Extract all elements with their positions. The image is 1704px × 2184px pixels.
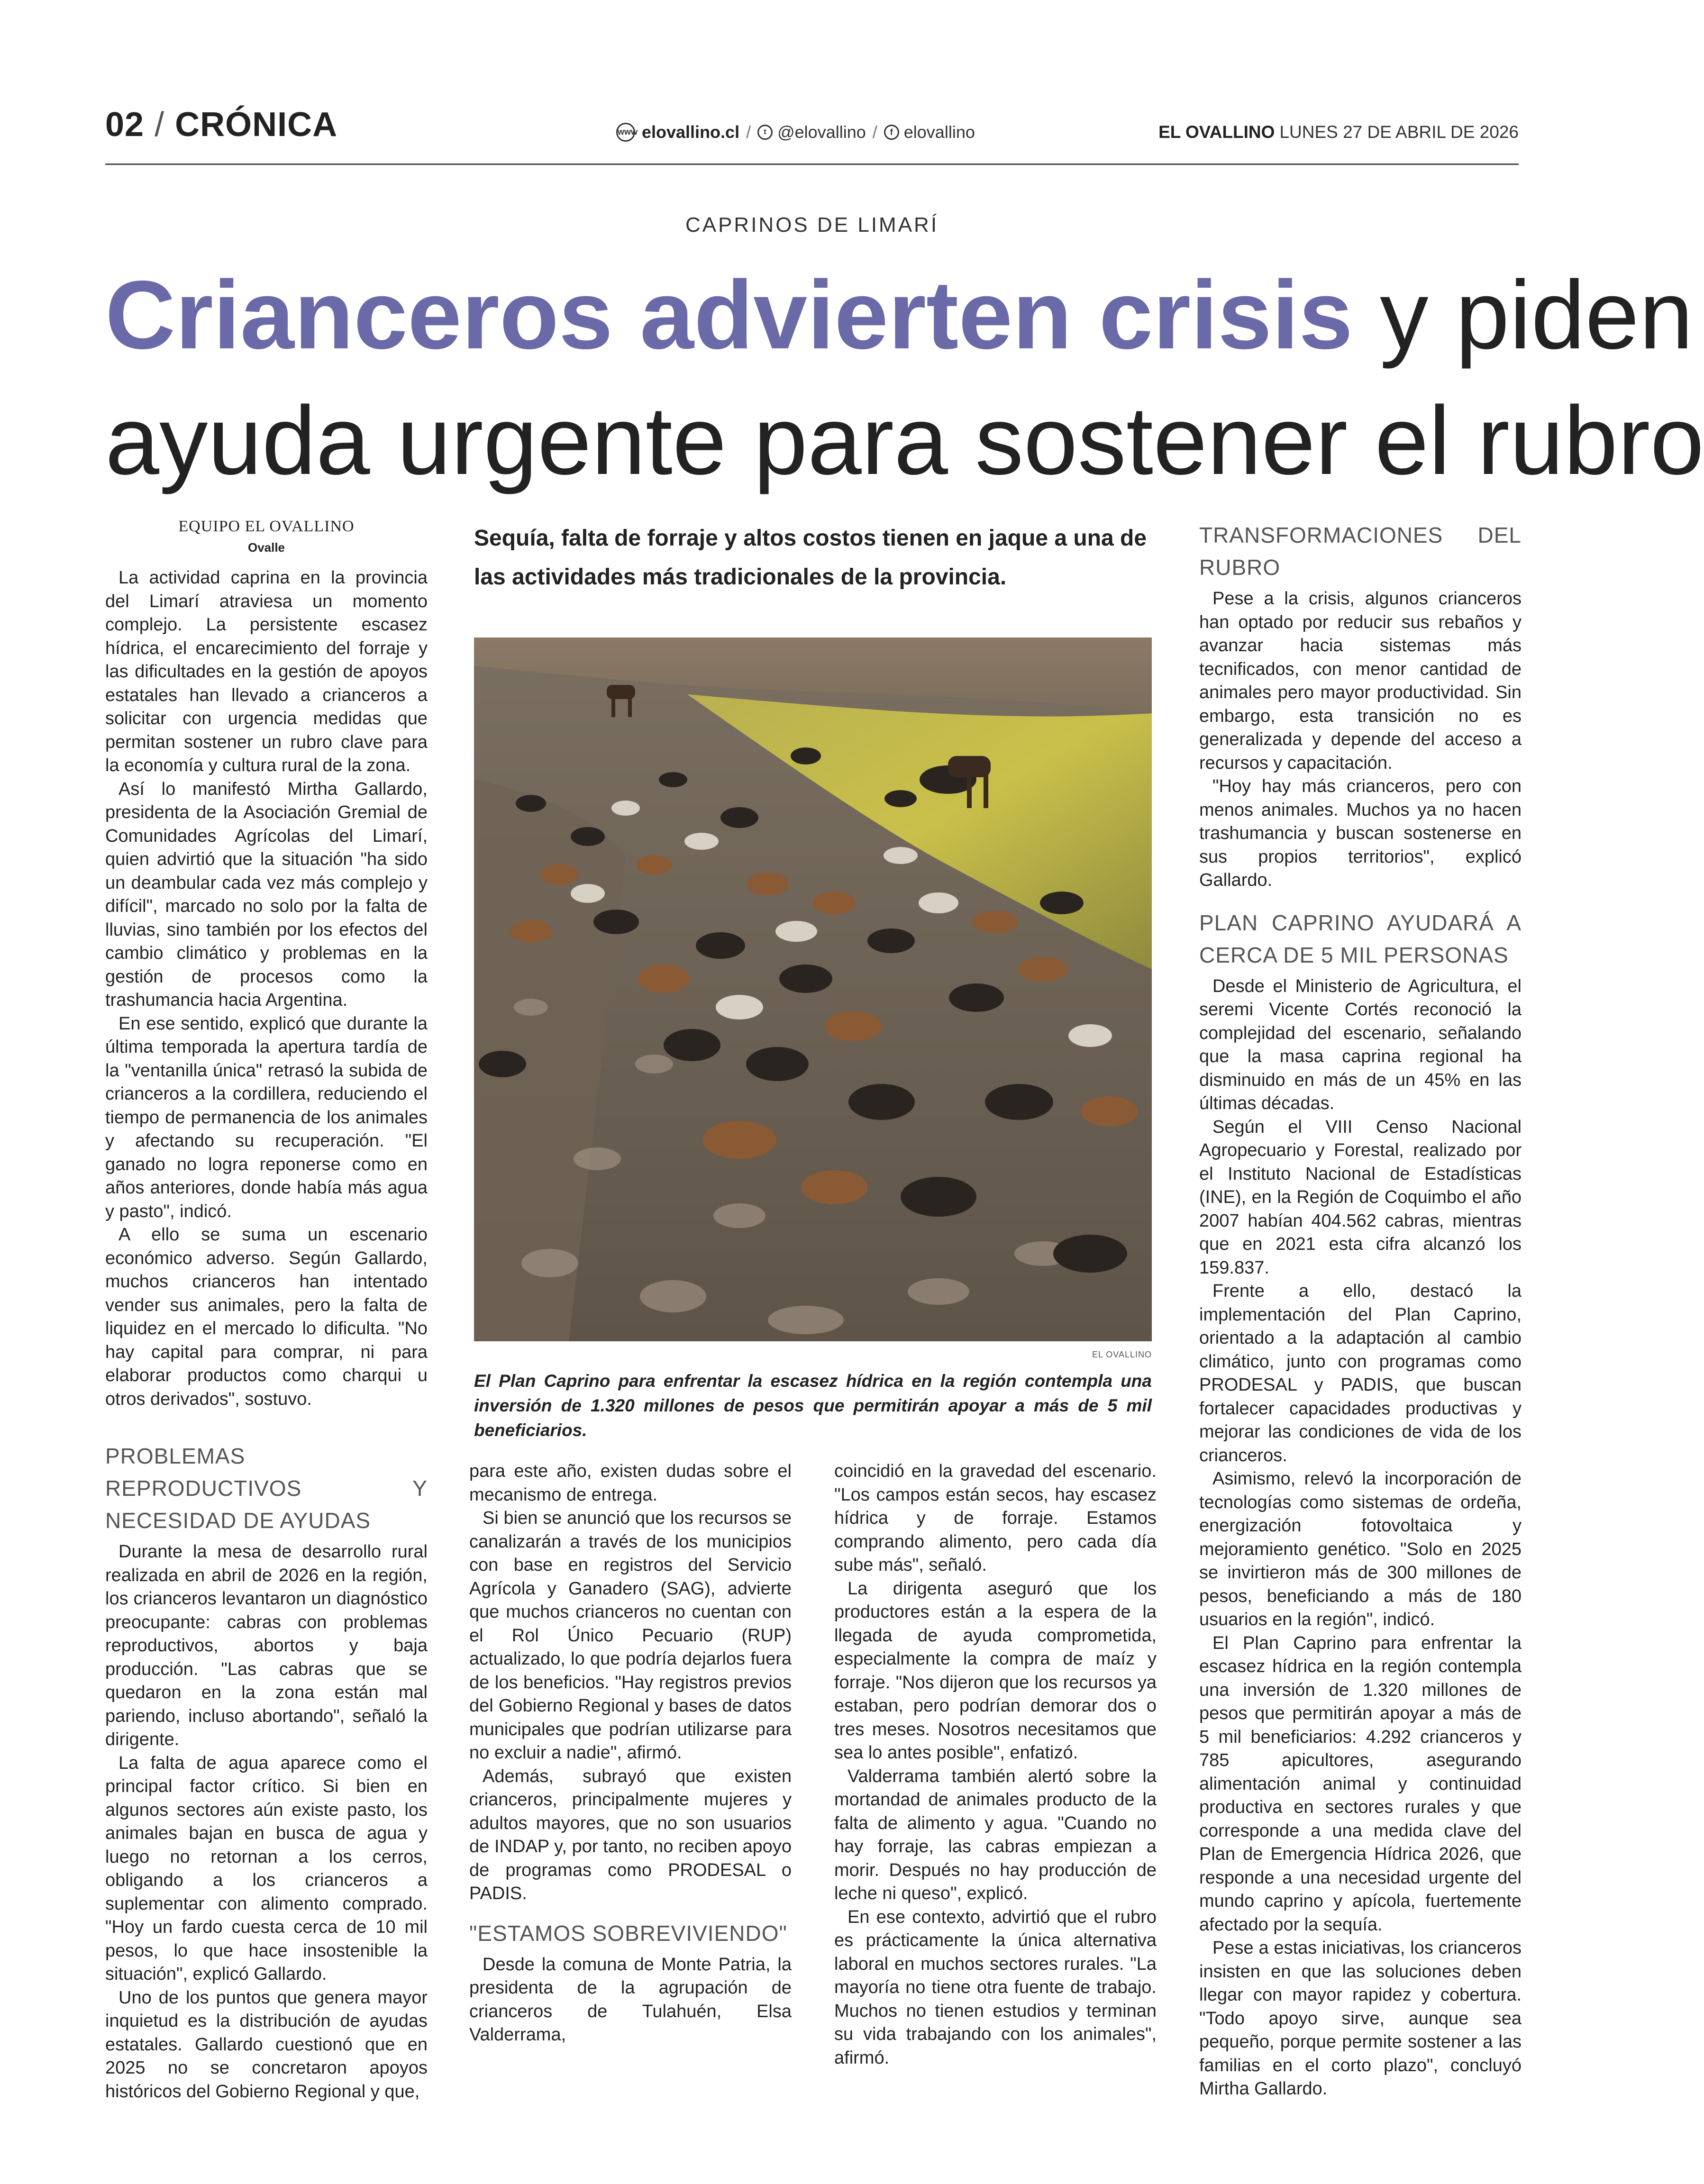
paragraph: A ello se suma un escenario económico adverso. Según Gallardo, muchos crianceros han intentado vender sus animales, pero la falta de liquidez en el mercado lo dificulta. "No hay capital para comprar, ni para elaborar productos como charqui u otros derivados", sostuvo. bbox=[105, 1225, 428, 1409]
issue-date: LUNES 27 DE ABRIL DE 2026 bbox=[1279, 122, 1519, 142]
byline-place: Ovalle bbox=[247, 540, 285, 555]
subheading-plan-caprino: PLAN CAPRINO AYUDARÁ A CERCA DE 5 MIL PERSONAS bbox=[1199, 910, 1522, 967]
paragraph: La dirigenta aseguró que los productores están a la espera de la llegada de ayuda comprometida, especialmente la compra de maíz y forraje. "Nos dijeron que los recursos ya estaban, pero podrían demorar dos o tres meses. Nosotros necesitamos que sea lo antes posible", enfatizó. bbox=[834, 1578, 1157, 1763]
paragraph: coincidió en la gravedad del escenario. "Los campos están secos, hay escasez hídrica y de forraje. Estamos comprando alimento, pero cada día sube más", señaló. bbox=[834, 1461, 1157, 1575]
column-3 bbox=[834, 1460, 1157, 2070]
paragraph: Pese a estas iniciativas, los crianceros insisten en que las soluciones deben llegar con mayor rapidez y cobertura. "Todo apoyo sirve, aunque sea pequeño, porque permite sostener a las familias en el corto plazo", concluyó Mirtha Gallardo. bbox=[1199, 1938, 1522, 2099]
paragraph: Durante la mesa de desarrollo rural realizada en abril de 2026 en la región, los crianceros levantaron un diagnóstico preocupante: cabras con problemas reproductivos, abortos y baja producción. "Las cabras que se quedaron en la zona están mal pariendo, incluso abortando", señaló la dirigente. bbox=[105, 1542, 428, 1749]
header-social-links: www elovallino.cl / t @elovallino / f elovallino bbox=[616, 122, 975, 142]
paragraph: Frente a ello, destacó la implementación del Plan Caprino, orientado a la adaptación al cambio climático, junto con programas como PRODESAL y PADIS, que buscan fortalecer capacidades productivas y mejorar las condiciones de vida de los crianceros. bbox=[1199, 1281, 1522, 1465]
twitter-icon: t bbox=[757, 125, 773, 140]
paragraph: Valderrama también alertó sobre la mortandad de animales producto de la falta de alimento y agua. "Cuando no hay forraje, las cabras empiezan a morir. Después no hay producción de leche ni queso", explicó. bbox=[834, 1766, 1157, 1903]
web-icon: www bbox=[616, 123, 635, 142]
paragraph: En ese sentido, explicó que durante la última temporada la apertura tardía de la "ventanilla única" retrasó la subida de crianceros a la cordillera, reduciendo el tiempo de permanencia de los animales y afectando su recuperación. "El ganado no logra reponerse como en años anteriores, donde había más agua y pasto", indicó. bbox=[105, 1013, 428, 1221]
headline-line-1 bbox=[105, 258, 1694, 372]
paragraph: para este año, existen dudas sobre el mecanismo de entrega. bbox=[469, 1461, 792, 1505]
paragraph: Además, subrayó que existen crianceros, principalmente mujeres y adultos mayores, que no son usuarios de INDAP y, por tanto, no reciben apoyo de programas como PRODESAL o PADIS. bbox=[469, 1766, 792, 1903]
paragraph: Así lo manifestó Mirtha Gallardo, presidenta de la Asociación Gremial de Comunidades Agrícolas del Limarí, quien advirtió que la situación "ha sido un deambular cada vez más complejo y difícil", marcado no solo por la falta de lluvias, sino también por los efectos del cambio climático y problemas en la gestión de procesos como la trashumancia hacia Argentina. bbox=[105, 779, 428, 1010]
twitter-handle[interactable]: @elovallino bbox=[777, 122, 866, 142]
paragraph: La falta de agua aparece como el principal factor crítico. Si bien en algunos sectores aún existe pasto, los animales bajan en busca de agua y luego no retornan a los cerros, obligando a los crianceros a suplementar con alimento comprado. "Hoy un fardo cuesta cerca de 10 mil pesos, lo que hace insostenible la situación", explicó Gallardo. bbox=[105, 1753, 428, 1984]
column-1-bottom bbox=[105, 1440, 428, 2103]
paragraph: Uno de los puntos que genera mayor inquietud es la distribución de ayudas estatales. Gallardo cuestionó que en 2025 no se concretaron apoyos históricos del Gobierno Regional y que, bbox=[105, 1987, 428, 2102]
paragraph: La actividad caprina en la provincia del Limarí atraviesa un momento complejo. La persistente escasez hídrica, el encarecimiento del forraje y las dificultades en la gestión de apoyos estatales han llevado a crianceros a solicitar con urgencia medidas que permitan sostener un rubro clave para la economía y cultura rural de la zona. bbox=[105, 568, 428, 775]
headline-rest: y piden bbox=[1380, 261, 1694, 369]
column-1 bbox=[105, 566, 428, 1411]
column-4 bbox=[1199, 519, 1522, 2101]
paragraph: En ese contexto, advirtió que el rubro es prácticamente la única alternativa laboral en muchos sectores rurales. "La mayoría no tiene otra fuente de trabajo. Muchos no tienen estudios y terminan su vida trabajando con los animales", afirmó. bbox=[834, 1907, 1157, 2068]
paragraph: Desde el Ministerio de Agricultura, el seremi Vicente Cortés reconoció la complejidad del escenario, señalando que la masa caprina regional ha disminuido en más de un 45% en las últimas décadas. bbox=[1199, 976, 1522, 1113]
masthead-date bbox=[1158, 122, 1519, 142]
page-section-label bbox=[105, 105, 337, 144]
paragraph: Desde la comuna de Monte Patria, la presidenta de la agrupación de crianceros de Tulahuén, Elsa Valderrama, bbox=[469, 1954, 792, 2045]
paragraph: Si bien se anunció que los recursos se canalizarán a través de los municipios con base en registros del Servicio Agrícola y Ganadero (SAG), advierte que muchos crianceros no cuentan con el Rol Único Pecuario (RUP) actualizado, lo que podría dejarlos fuera de los beneficios. "Hay registros previos del Gobierno Regional y bases de datos municipales que podrían utilizarse para no excluir a nadie", afirmó. bbox=[469, 1508, 792, 1763]
section-name: CRÓNICA bbox=[175, 106, 338, 144]
paragraph: Pese a la crisis, algunos crianceros han optado por reducir sus rebaños y avanzar hacia sistemas más tecnificados, con menor cantidad de animales pero mayor productividad. Sin embargo, esta transición no es generalizada y depende del acceso a recursos y capacitación. bbox=[1199, 589, 1522, 773]
facebook-icon: f bbox=[884, 125, 899, 140]
paragraph: "Hoy hay más crianceros, pero con menos animales. Muchos ya no hacen trashumancia y buscan sostenerse en sus propios territorios", explicó Gallardo. bbox=[1199, 776, 1522, 890]
subheading-transformaciones: TRANSFORMACIONES DEL RUBRO bbox=[1199, 523, 1522, 580]
photo-caption: El Plan Caprino para enfrentar la escasez hídrica en la región contempla una inversión de 1.320 millones de pesos que permitirán apoyar a más de 5 mil beneficiarios. bbox=[474, 1371, 1152, 1440]
paragraph: Según el VIII Censo Nacional Agropecuario y Forestal, realizado por el Instituto Nacional de Estadísticas (INE), en la Región de Coquimbo el año 2007 habían 404.562 cabras, mientras que en 2021 esta cifra alcanzó los 159.837. bbox=[1199, 1117, 1522, 1278]
article-photo bbox=[474, 637, 1152, 1341]
facebook-handle[interactable]: elovallino bbox=[903, 122, 975, 142]
paragraph: Asimismo, relevó la incorporación de tecnologías como sistemas de ordeña, energización fotovoltaica y mejoramiento genético. "Solo en 2025 se invirtieron más de 300 millones de pesos, beneficiando a más de 180 usuarios en la región", indicó. bbox=[1199, 1469, 1522, 1629]
headline-accent: Crianceros advierten crisis bbox=[105, 261, 1353, 369]
headline-line-2: ayuda urgente para sostener el rubro bbox=[105, 386, 1704, 495]
subheading-reproductive-problems: PROBLEMAS REPRODUCTIVOS Y NECESIDAD DE AYUDAS bbox=[105, 1444, 428, 1533]
article-kicker: CAPRINOS DE LIMARÍ bbox=[685, 213, 939, 237]
page-number: 02 bbox=[105, 106, 145, 144]
article-deck: Sequía, falta de forraje y altos costos tienen en jaque a una de las actividades más tradicionales de la provincia. bbox=[474, 526, 1147, 590]
column-2 bbox=[469, 1460, 792, 2047]
header-divider bbox=[105, 164, 1519, 165]
photo-credit: EL OVALLINO bbox=[1092, 1350, 1152, 1359]
byline: EQUIPO EL OVALLINO bbox=[178, 518, 355, 535]
section-separator: / bbox=[155, 106, 165, 144]
website-link[interactable]: elovallino.cl bbox=[642, 122, 740, 142]
paragraph: El Plan Caprino para enfrentar la escasez hídrica en la región contempla una inversión de 1.320 millones de pesos que permitirán apoyar a más de 5 mil beneficiarios: 4.292 crianceros y 785 apicultores, asegurando alimentación animal y continuidad productiva en sectores rurales y que corresponde a una medida clave del Plan de Emergencia Hídrica 2026, que responde a una necesidad urgente del mundo caprino y apícola, fuertemente afectado por la sequía. bbox=[1199, 1633, 1522, 1935]
newspaper-name: EL OVALLINO bbox=[1158, 122, 1275, 142]
subheading-estamos-sobreviviendo: "ESTAMOS SOBREVIVIENDO" bbox=[469, 1920, 787, 1946]
